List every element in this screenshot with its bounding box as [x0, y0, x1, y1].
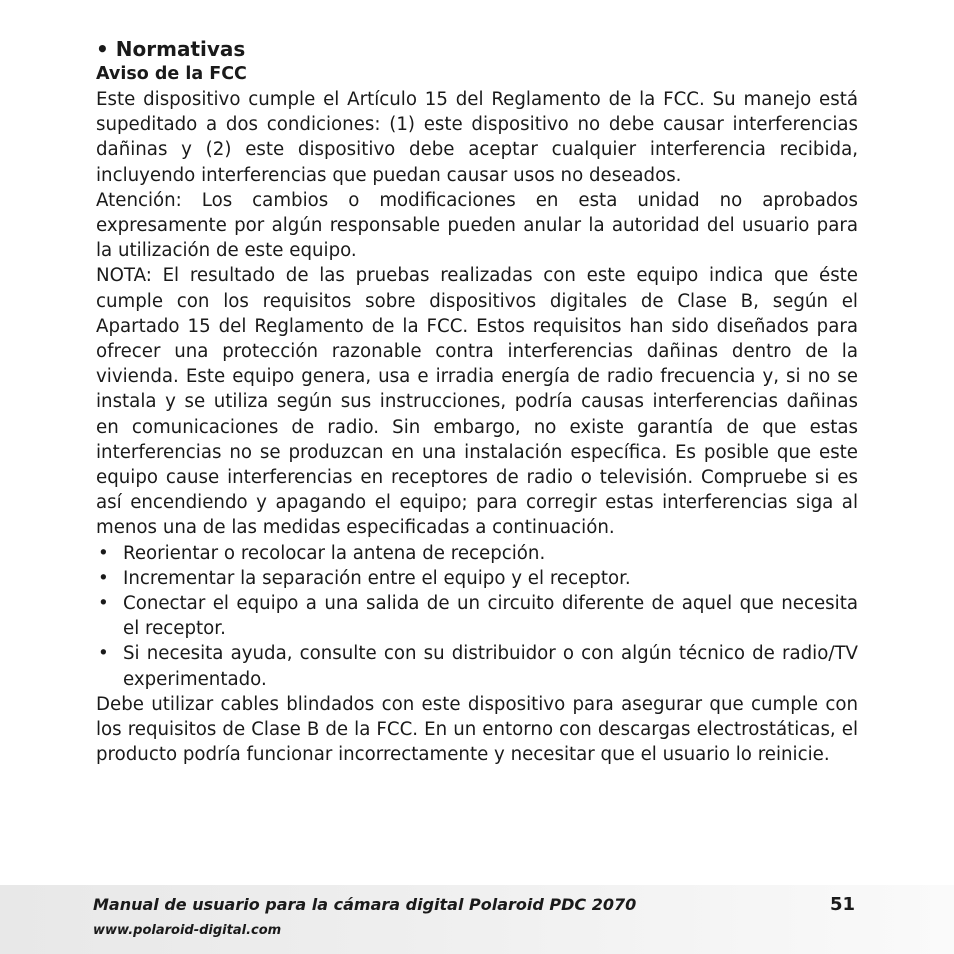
section-heading — [96, 36, 858, 62]
bullet-dot: • — [98, 593, 109, 615]
bullet-dot: • — [98, 643, 109, 665]
fcc-notice-subtitle: Aviso de la FCC — [96, 64, 247, 84]
list-item — [96, 541, 858, 566]
list-item — [96, 566, 858, 591]
bullet-dot: • — [98, 542, 109, 564]
heading-bullet: • — [96, 37, 109, 61]
page-content — [96, 36, 858, 767]
list-item-text: Si necesita ayuda, consulte con su distribuidor o con algún técnico de radio/TV experimentado. — [123, 643, 858, 690]
section-title: Normativas — [115, 37, 246, 61]
page-number: 51 — [830, 894, 856, 915]
bullet-dot: • — [98, 567, 109, 589]
list-item — [96, 641, 858, 691]
attention-paragraph: Atención: Los cambios o modificaciones en esta unidad no aprobados expresamente por algún responsable pueden anular la autoridad del usuario para la utilización de este equipo. — [96, 189, 858, 262]
page-footer — [0, 885, 954, 954]
footer-url: www.polaroid-digital.com — [93, 923, 282, 938]
list-item-text: Conectar el equipo a una salida de un circuito diferente de aquel que necesita el receptor. — [123, 593, 858, 640]
footer-manual-title: Manual de usuario para la cámara digital Polaroid PDC 2070 — [93, 895, 637, 914]
note-paragraph: NOTA: El resultado de las pruebas realizadas con este equipo indica que éste cumple con los requisitos sobre dispositivos digitales de Clase B, según el Apartado 15 del Reglamento de la FCC. Estos requisitos han sido diseñados para ofrecer una protección razonable contra interferencias dañinas dentro de la vivienda. Este equipo genera, usa e irradia energía de radio frecuencia y, si no se instala y se utiliza según sus instrucciones, podría causas interferencias dañinas en comunicaciones de radio. Sin embargo, no existe garantía de que estas interferencias no se produzcan en una instalación específica. Es posible que este equipo cause interferencias en receptores de radio o televisión. Compruebe si es así encendiendo y apagando el equipo; para corregir estas interferencias siga al menos una de las medidas especificadas a continuación. — [96, 265, 858, 539]
corrective-measures-list — [96, 541, 858, 692]
closing-paragraph: Debe utilizar cables blindados con este dispositivo para asegurar que cumple con los requisitos de Clase B de la FCC. En un entorno con descargas electrostáticas, el producto podría funcionar incorrectamente y necesitar que el usuario lo reinicie. — [96, 693, 858, 766]
list-item-text: Incrementar la separación entre el equipo y el receptor. — [123, 567, 631, 589]
compliance-paragraph: Este dispositivo cumple el Artículo 15 del Reglamento de la FCC. Su manejo está supeditado a dos condiciones: (1) este dispositivo no debe causar interferencias dañinas y (2) este dispositivo debe aceptar cualquier interferencia recibida, incluyendo interferencias que puedan causar usos no deseados. — [96, 89, 858, 186]
list-item-text: Reorientar o recolocar la antena de recepción. — [123, 542, 546, 564]
list-item — [96, 591, 858, 641]
